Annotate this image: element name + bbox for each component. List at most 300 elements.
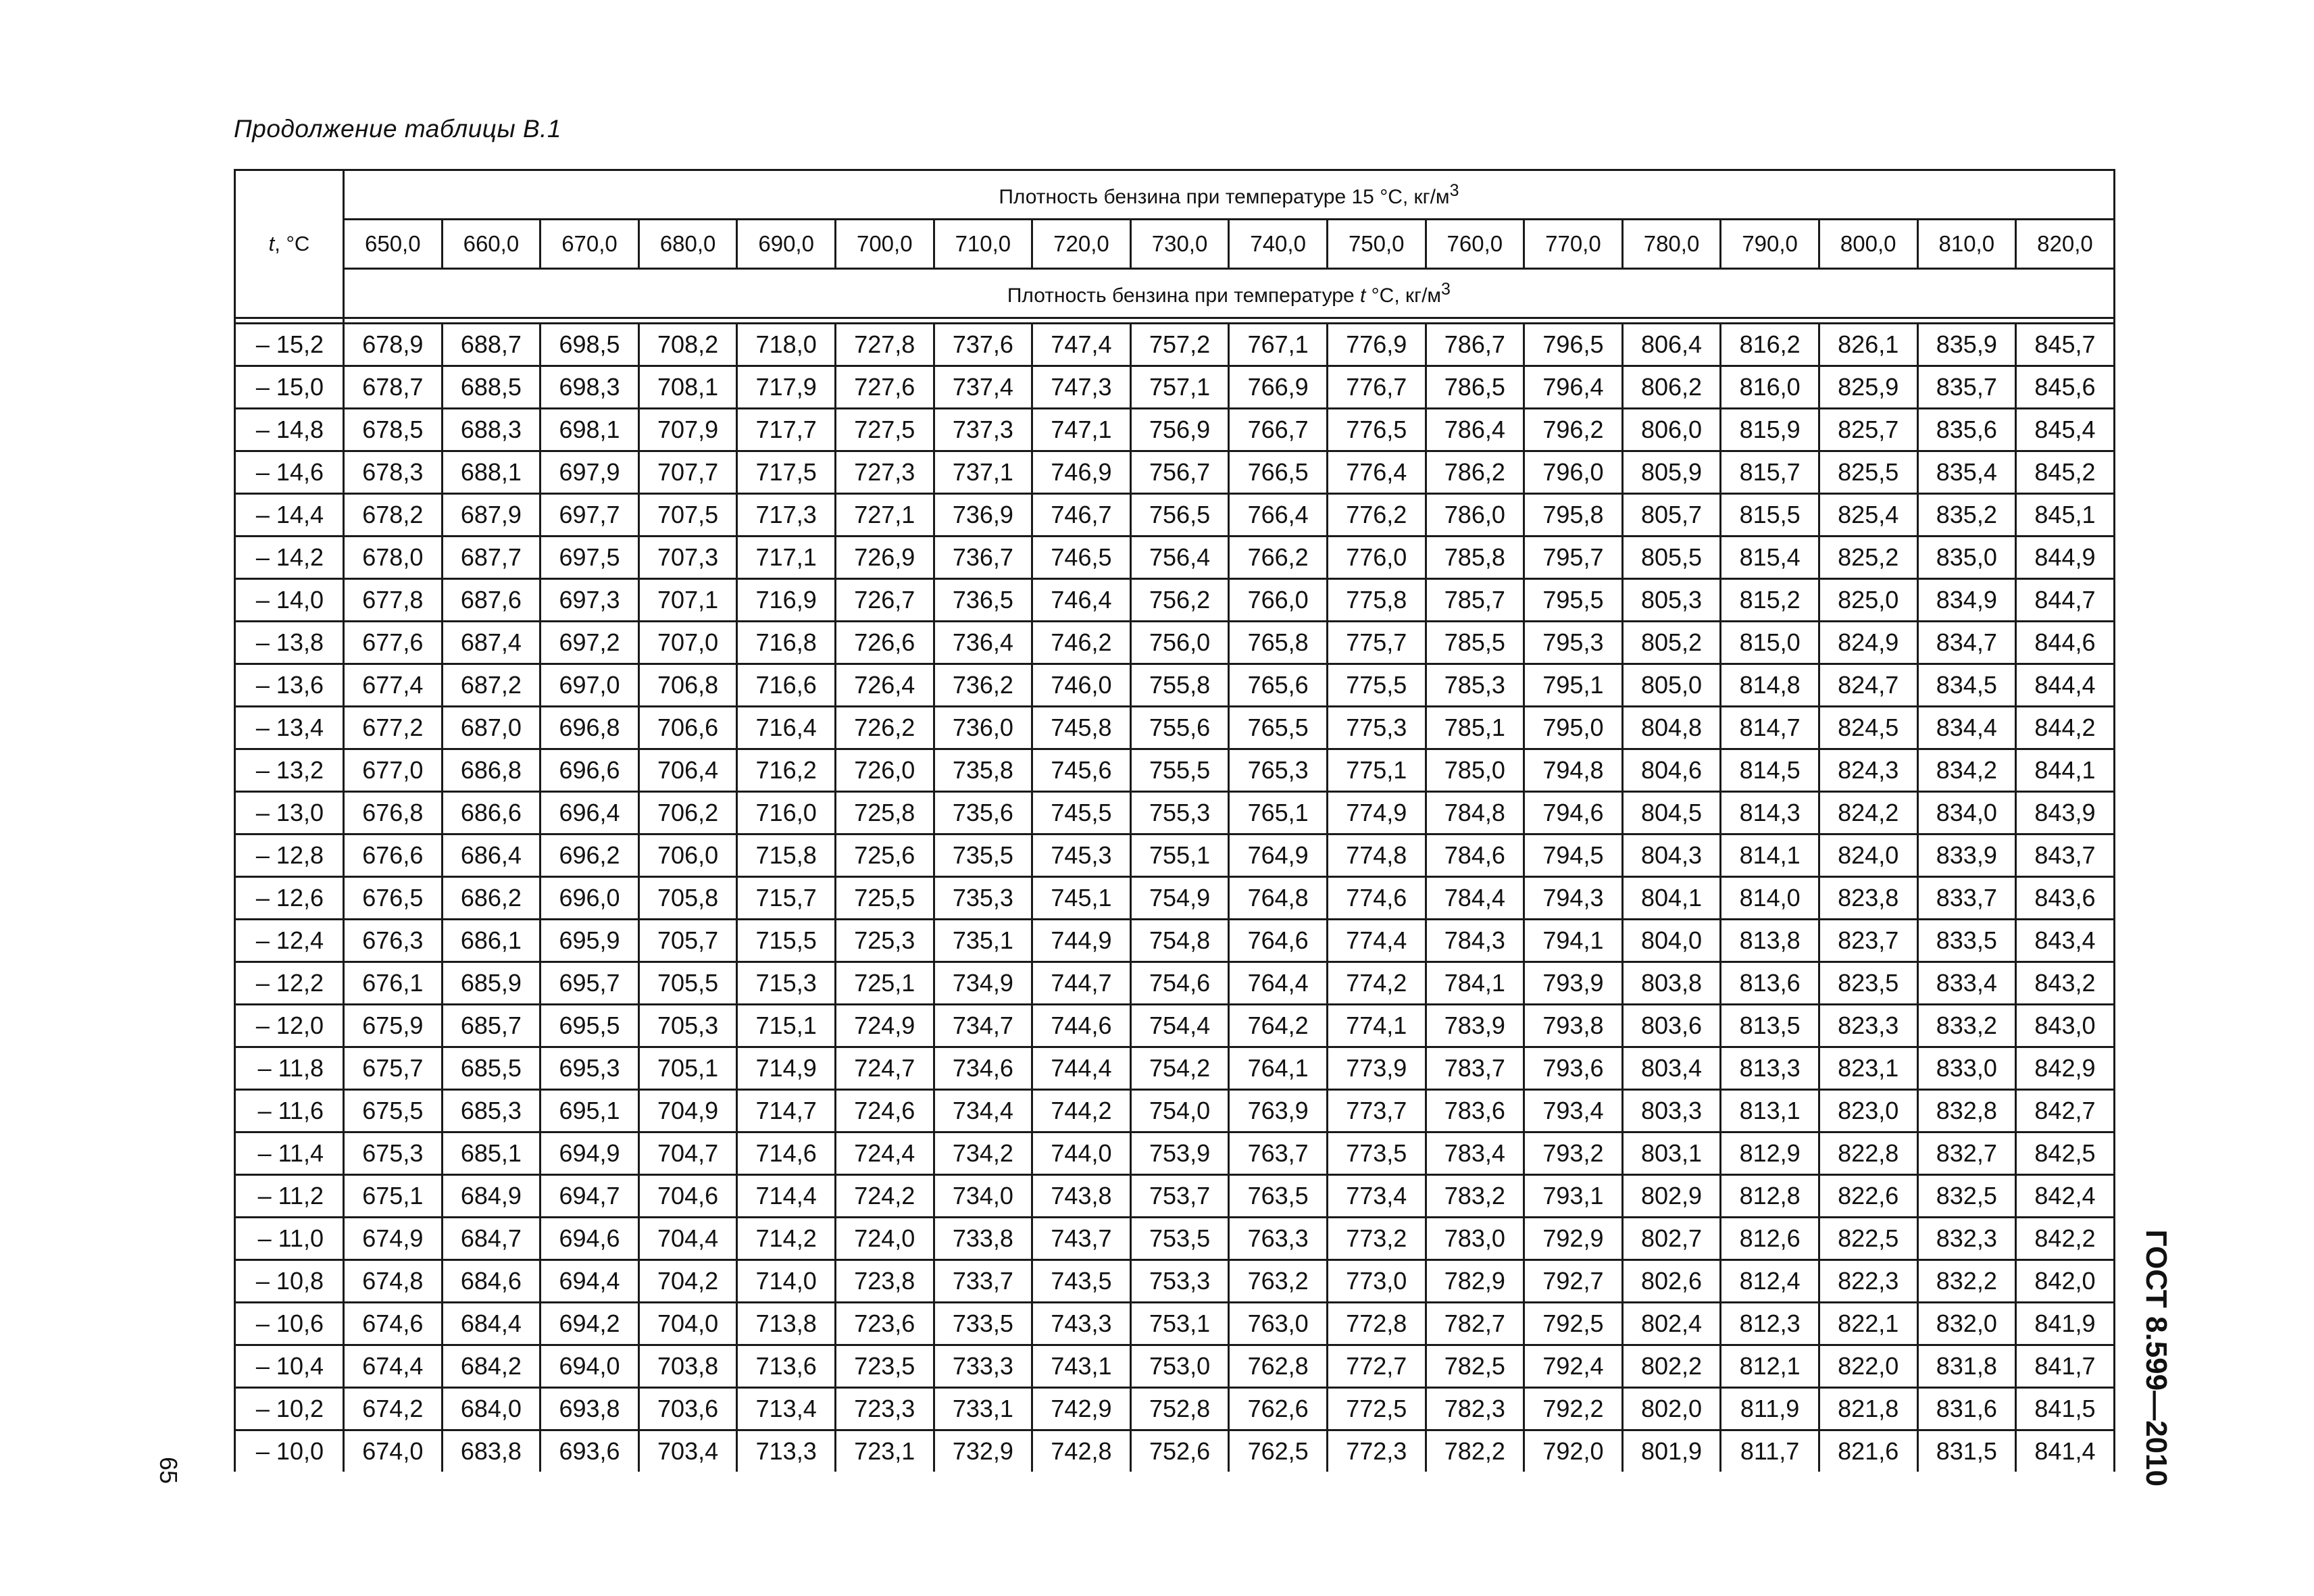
density-cell: 813,5 [1721,1005,1819,1047]
density-cell: 676,6 [344,834,443,877]
density-cell: 842,2 [2016,1218,2115,1260]
density-cell: 793,1 [1524,1175,1623,1218]
density-cell: 772,5 [1327,1388,1426,1430]
density-cell: 725,6 [835,834,934,877]
density-cell: 744,7 [1032,962,1131,1005]
density-cell: 766,0 [1229,579,1328,622]
density-cell: 734,0 [934,1175,1032,1218]
density-cell: 796,4 [1524,366,1623,409]
table-row [235,1260,2115,1303]
density-cell: 684,2 [442,1345,540,1388]
reference-density-cell: 800,0 [1819,220,1917,269]
density-cell: 678,0 [344,537,443,579]
density-cell: 805,9 [1622,451,1721,494]
density-cell: 834,5 [1917,664,2016,707]
density-cell: 833,4 [1917,962,2016,1005]
table-row [235,792,2115,834]
density-cell: 717,7 [737,409,836,451]
density-cell: 687,7 [442,537,540,579]
table-row [235,664,2115,707]
density-cell: 694,7 [540,1175,639,1218]
density-cell: 717,1 [737,537,836,579]
density-cell: 736,5 [934,579,1032,622]
density-cell: 844,7 [2016,579,2115,622]
density-cell: 795,1 [1524,664,1623,707]
density-cell: 823,8 [1819,877,1917,920]
density-cell: 843,9 [2016,792,2115,834]
density-cell: 753,3 [1130,1260,1229,1303]
density-cell: 685,7 [442,1005,540,1047]
density-cell: 834,0 [1917,792,2016,834]
density-cell: 753,1 [1130,1303,1229,1345]
density-cell: 727,6 [835,366,934,409]
temperature-cell: – 14,6 [235,451,344,494]
density-cell: 826,1 [1819,324,1917,366]
density-cell: 802,6 [1622,1260,1721,1303]
density-cell: 774,9 [1327,792,1426,834]
density-cell: 786,0 [1426,494,1524,537]
density-cell: 684,4 [442,1303,540,1345]
density-cell: 805,2 [1622,622,1721,664]
density-cell: 724,4 [835,1132,934,1175]
density-cell: 833,2 [1917,1005,2016,1047]
density-cell: 833,9 [1917,834,2016,877]
table-row [235,622,2115,664]
density-cell: 726,7 [835,579,934,622]
density-cell: 687,4 [442,622,540,664]
density-cell: 743,5 [1032,1260,1131,1303]
density-cell: 686,2 [442,877,540,920]
density-cell: 824,5 [1819,707,1917,749]
density-cell: 674,2 [344,1388,443,1430]
density-cell: 733,1 [934,1388,1032,1430]
density-cell: 743,8 [1032,1175,1131,1218]
density-cell: 755,5 [1130,749,1229,792]
density-cell: 822,0 [1819,1345,1917,1388]
density-cell: 674,6 [344,1303,443,1345]
density-cell: 773,0 [1327,1260,1426,1303]
density-cell: 821,6 [1819,1430,1917,1472]
density-cell: 815,0 [1721,622,1819,664]
density-cell: 696,6 [540,749,639,792]
density-cell: 835,2 [1917,494,2016,537]
table-row [235,1303,2115,1345]
density-cell: 832,8 [1917,1090,2016,1132]
density-cell: 676,5 [344,877,443,920]
density-cell: 832,0 [1917,1303,2016,1345]
density-cell: 754,4 [1130,1005,1229,1047]
density-cell: 835,7 [1917,366,2016,409]
density-cell: 815,7 [1721,451,1819,494]
temperature-cell: – 13,2 [235,749,344,792]
density-cell: 814,0 [1721,877,1819,920]
density-cell: 805,0 [1622,664,1721,707]
density-cell: 727,5 [835,409,934,451]
density-cell: 814,5 [1721,749,1819,792]
density-cell: 782,3 [1426,1388,1524,1430]
temperature-cell: – 15,0 [235,366,344,409]
density-cell: 845,7 [2016,324,2115,366]
density-cell: 765,6 [1229,664,1328,707]
density-cell: 814,1 [1721,834,1819,877]
density-cell: 713,8 [737,1303,836,1345]
density-cell: 746,4 [1032,579,1131,622]
density-cell: 823,3 [1819,1005,1917,1047]
density-cell: 704,0 [638,1303,737,1345]
density-cell: 806,0 [1622,409,1721,451]
density-cell: 678,7 [344,366,443,409]
density-cell: 737,3 [934,409,1032,451]
density-cell: 708,2 [638,324,737,366]
density-cell: 782,9 [1426,1260,1524,1303]
density-cell: 762,5 [1229,1430,1328,1472]
density-cell: 825,7 [1819,409,1917,451]
reference-density-cell: 660,0 [442,220,540,269]
density-cell: 718,0 [737,324,836,366]
temperature-cell: – 13,6 [235,664,344,707]
density-cell: 815,9 [1721,409,1819,451]
density-cell: 802,2 [1622,1345,1721,1388]
temperature-cell: – 10,2 [235,1388,344,1430]
density-cell: 723,5 [835,1345,934,1388]
density-cell: 676,1 [344,962,443,1005]
density-cell: 776,0 [1327,537,1426,579]
density-cell: 714,4 [737,1175,836,1218]
density-cell: 805,3 [1622,579,1721,622]
density-cell: 694,2 [540,1303,639,1345]
reference-density-cell: 760,0 [1426,220,1524,269]
density-cell: 674,4 [344,1345,443,1388]
reference-density-cell: 770,0 [1524,220,1623,269]
density-cell: 714,9 [737,1047,836,1090]
density-cell: 754,9 [1130,877,1229,920]
density-cell: 795,7 [1524,537,1623,579]
density-cell: 774,2 [1327,962,1426,1005]
density-cell: 736,2 [934,664,1032,707]
density-cell: 685,5 [442,1047,540,1090]
density-cell: 834,2 [1917,749,2016,792]
density-cell: 687,2 [442,664,540,707]
density-cell: 822,8 [1819,1132,1917,1175]
density-cell: 801,9 [1622,1430,1721,1472]
density-cell: 812,6 [1721,1218,1819,1260]
density-cell: 783,7 [1426,1047,1524,1090]
density-cell: 706,8 [638,664,737,707]
density-cell: 842,0 [2016,1260,2115,1303]
density-cell: 766,4 [1229,494,1328,537]
density-cell: 823,1 [1819,1047,1917,1090]
density-cell: 737,1 [934,451,1032,494]
density-cell: 844,1 [2016,749,2115,792]
density-cell: 831,5 [1917,1430,2016,1472]
density-cell: 841,5 [2016,1388,2115,1430]
table-row [235,409,2115,451]
reference-density-cell: 690,0 [737,220,836,269]
density-cell: 816,0 [1721,366,1819,409]
density-cell: 786,5 [1426,366,1524,409]
density-cell: 703,8 [638,1345,737,1388]
density-cell: 785,0 [1426,749,1524,792]
density-cell: 697,0 [540,664,639,707]
density-cell: 784,3 [1426,920,1524,962]
density-cell: 678,3 [344,451,443,494]
density-cell: 833,5 [1917,920,2016,962]
density-cell: 724,7 [835,1047,934,1090]
density-cell: 783,9 [1426,1005,1524,1047]
temperature-cell: – 12,8 [235,834,344,877]
density-cell: 764,2 [1229,1005,1328,1047]
density-cell: 703,6 [638,1388,737,1430]
density-cell: 714,0 [737,1260,836,1303]
density-cell: 824,3 [1819,749,1917,792]
density-cell: 841,4 [2016,1430,2115,1472]
density-cell: 707,1 [638,579,737,622]
density-cell: 706,2 [638,792,737,834]
density-cell: 677,4 [344,664,443,707]
density-cell: 747,4 [1032,324,1131,366]
density-cell: 813,3 [1721,1047,1819,1090]
density-cell: 735,6 [934,792,1032,834]
temperature-cell: – 15,2 [235,324,344,366]
table-row [235,579,2115,622]
density-cell: 842,4 [2016,1175,2115,1218]
temperature-cell: – 10,8 [235,1260,344,1303]
density-cell: 733,8 [934,1218,1032,1260]
density-cell: 792,9 [1524,1218,1623,1260]
density-cell: 802,0 [1622,1388,1721,1430]
density-cell: 784,4 [1426,877,1524,920]
density-cell: 842,7 [2016,1090,2115,1132]
table-row [235,494,2115,537]
density-cell: 735,3 [934,877,1032,920]
reference-density-cell: 720,0 [1032,220,1131,269]
density-cell: 794,8 [1524,749,1623,792]
density-cell: 765,8 [1229,622,1328,664]
density-cell: 821,8 [1819,1388,1917,1430]
density-cell: 813,6 [1721,962,1819,1005]
density-cell: 795,8 [1524,494,1623,537]
temperature-cell: – 12,2 [235,962,344,1005]
density-cell: 763,9 [1229,1090,1328,1132]
table-row [235,707,2115,749]
density-cell: 727,3 [835,451,934,494]
density-cell: 792,2 [1524,1388,1623,1430]
density-cell: 745,6 [1032,749,1131,792]
density-cell: 694,6 [540,1218,639,1260]
reference-density-header: Плотность бензина при температуре 15 °С, $кг/м^3$ [344,170,2115,220]
density-cell: 776,4 [1327,451,1426,494]
density-cell: 823,7 [1819,920,1917,962]
density-cell: 697,9 [540,451,639,494]
density-cell: 676,8 [344,792,443,834]
density-cell: 727,1 [835,494,934,537]
density-cell: 675,5 [344,1090,443,1132]
density-cell: 704,2 [638,1260,737,1303]
density-cell: 766,9 [1229,366,1328,409]
density-cell: 785,1 [1426,707,1524,749]
reference-density-cell: 680,0 [638,220,737,269]
density-cell: 844,2 [2016,707,2115,749]
density-cell: 842,9 [2016,1047,2115,1090]
density-cell: 674,8 [344,1260,443,1303]
density-cell: 694,0 [540,1345,639,1388]
density-cell: 803,6 [1622,1005,1721,1047]
reference-density-cell: 750,0 [1327,220,1426,269]
density-cell: 825,4 [1819,494,1917,537]
density-cell: 772,8 [1327,1303,1426,1345]
density-cell: 793,2 [1524,1132,1623,1175]
density-cell: 756,4 [1130,537,1229,579]
density-cell: 687,9 [442,494,540,537]
density-cell: 775,5 [1327,664,1426,707]
density-cell: 754,8 [1130,920,1229,962]
density-cell: 785,5 [1426,622,1524,664]
density-cell: 724,0 [835,1218,934,1260]
density-cell: 793,8 [1524,1005,1623,1047]
temperature-cell: – 10,4 [235,1345,344,1388]
density-cell: 763,2 [1229,1260,1328,1303]
density-cell: 765,3 [1229,749,1328,792]
density-cell: 733,3 [934,1345,1032,1388]
density-cell: 782,2 [1426,1430,1524,1472]
density-cell: 762,8 [1229,1345,1328,1388]
density-cell: 727,8 [835,324,934,366]
density-cell: 683,8 [442,1430,540,1472]
temperature-cell: – 10,0 [235,1430,344,1472]
density-cell: 717,5 [737,451,836,494]
table-body [235,324,2115,1472]
density-cell: 746,0 [1032,664,1131,707]
density-cell: 734,4 [934,1090,1032,1132]
temperature-cell: – 12,6 [235,877,344,920]
density-cell: 824,0 [1819,834,1917,877]
density-cell: 704,9 [638,1090,737,1132]
density-cell: 783,0 [1426,1218,1524,1260]
density-cell: 792,4 [1524,1345,1623,1388]
density-cell: 804,6 [1622,749,1721,792]
density-cell: 822,6 [1819,1175,1917,1218]
density-cell: 754,6 [1130,962,1229,1005]
density-cell: 845,1 [2016,494,2115,537]
density-cell: 736,0 [934,707,1032,749]
density-cell: 705,7 [638,920,737,962]
density-cell: 795,5 [1524,579,1623,622]
density-cell: 696,4 [540,792,639,834]
temperature-cell: – 11,0 [235,1218,344,1260]
density-cell: 734,6 [934,1047,1032,1090]
density-cell: 705,1 [638,1047,737,1090]
density-cell: 816,2 [1721,324,1819,366]
density-cell: 736,7 [934,537,1032,579]
density-cell: 774,8 [1327,834,1426,877]
density-cell: 697,7 [540,494,639,537]
density-cell: 737,6 [934,324,1032,366]
density-cell: 695,7 [540,962,639,1005]
density-cell: 753,5 [1130,1218,1229,1260]
density-cell: 714,6 [737,1132,836,1175]
density-cell: 763,3 [1229,1218,1328,1260]
density-cell: 755,1 [1130,834,1229,877]
density-cell: 725,8 [835,792,934,834]
density-cell: 794,6 [1524,792,1623,834]
density-cell: 686,4 [442,834,540,877]
density-table [234,169,2115,1472]
density-cell: 746,2 [1032,622,1131,664]
table-row [235,1175,2115,1218]
density-cell: 713,4 [737,1388,836,1430]
density-cell: 735,5 [934,834,1032,877]
density-cell: 775,1 [1327,749,1426,792]
density-cell: 734,2 [934,1132,1032,1175]
density-cell: 746,9 [1032,451,1131,494]
density-cell: 724,6 [835,1090,934,1132]
density-cell: 763,0 [1229,1303,1328,1345]
temperature-cell: – 11,4 [235,1132,344,1175]
density-cell: 812,9 [1721,1132,1819,1175]
density-cell: 831,8 [1917,1345,2016,1388]
density-cell: 717,9 [737,366,836,409]
density-cell: 688,3 [442,409,540,451]
density-cell: 843,6 [2016,877,2115,920]
density-cell: 825,0 [1819,579,1917,622]
density-cell: 688,1 [442,451,540,494]
density-cell: 707,9 [638,409,737,451]
temperature-cell: – 13,8 [235,622,344,664]
density-cell: 834,7 [1917,622,2016,664]
density-cell: 843,2 [2016,962,2115,1005]
density-cell: 835,0 [1917,537,2016,579]
density-cell: 744,2 [1032,1090,1131,1132]
density-cell: 713,3 [737,1430,836,1472]
density-cell: 845,6 [2016,366,2115,409]
density-cell: 764,4 [1229,962,1328,1005]
density-cell: 803,8 [1622,962,1721,1005]
density-cell: 677,6 [344,622,443,664]
density-cell: 677,0 [344,749,443,792]
density-cell: 803,1 [1622,1132,1721,1175]
density-cell: 783,4 [1426,1132,1524,1175]
density-cell: 766,2 [1229,537,1328,579]
reference-density-cell: 730,0 [1130,220,1229,269]
temperature-cell: – 13,0 [235,792,344,834]
density-cell: 785,3 [1426,664,1524,707]
density-cell: 707,0 [638,622,737,664]
density-cell: 815,4 [1721,537,1819,579]
table-row [235,962,2115,1005]
density-cell: 792,0 [1524,1430,1623,1472]
density-cell: 745,8 [1032,707,1131,749]
density-cell: 813,8 [1721,920,1819,962]
density-cell: 678,5 [344,409,443,451]
density-cell: 794,5 [1524,834,1623,877]
density-cell: 675,1 [344,1175,443,1218]
density-cell: 833,7 [1917,877,2016,920]
density-cell: 684,7 [442,1218,540,1260]
density-cell: 725,1 [835,962,934,1005]
density-cell: 707,5 [638,494,737,537]
density-cell: 726,2 [835,707,934,749]
table-row [235,1218,2115,1260]
reference-density-cell: 810,0 [1917,220,2016,269]
density-cell: 844,6 [2016,622,2115,664]
page-number: 65 [155,1457,182,1485]
density-cell: 678,9 [344,324,443,366]
density-cell: 812,8 [1721,1175,1819,1218]
table-row [235,537,2115,579]
density-cell: 753,9 [1130,1132,1229,1175]
density-cell: 845,4 [2016,409,2115,451]
density-cell: 784,1 [1426,962,1524,1005]
